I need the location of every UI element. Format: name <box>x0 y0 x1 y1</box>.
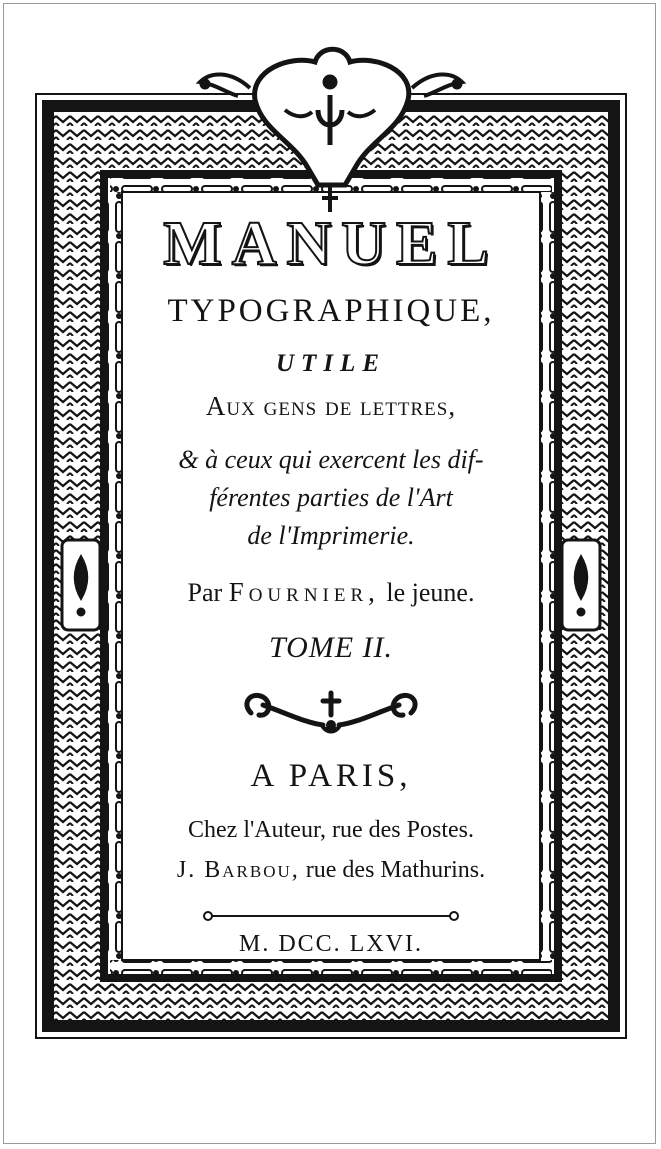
author-prefix: Par <box>187 578 223 607</box>
side-medallion-left <box>62 540 100 630</box>
description-line-1: & à ceux qui exercent les dif- <box>178 445 484 474</box>
author-name: Fournier, <box>228 577 380 607</box>
publisher-2-name: J. Barbou, <box>176 857 300 883</box>
city-line: A PARIS, <box>250 758 412 794</box>
scroll-ornament-icon <box>231 683 431 743</box>
publisher-line-2 <box>122 857 540 884</box>
publisher-2-address: rue des Mathurins. <box>305 857 486 883</box>
border-chain-left <box>108 192 122 960</box>
volume-line: TOME II. <box>268 631 394 664</box>
author-line <box>122 577 540 608</box>
main-title: MANUEL <box>163 210 499 278</box>
border-chain-right <box>540 192 554 960</box>
subtitle: TYPOGRAPHIQUE, <box>167 293 495 329</box>
decorative-rule <box>200 909 462 923</box>
audience-line: Aux gens de lettres, <box>205 391 457 421</box>
description-line-2: férentes parties de l'Art <box>209 483 453 512</box>
publisher-line-1: Chez l'Auteur, rue des Postes. <box>188 817 474 843</box>
title-panel <box>122 193 540 963</box>
date-line: M. DCC. LXVI. <box>238 931 423 957</box>
author-suffix: le jeune. <box>386 578 475 607</box>
utile-line: UTILE <box>276 350 386 377</box>
side-medallion-right <box>562 540 600 630</box>
description-line-3: de l'Imprimerie. <box>247 521 415 550</box>
